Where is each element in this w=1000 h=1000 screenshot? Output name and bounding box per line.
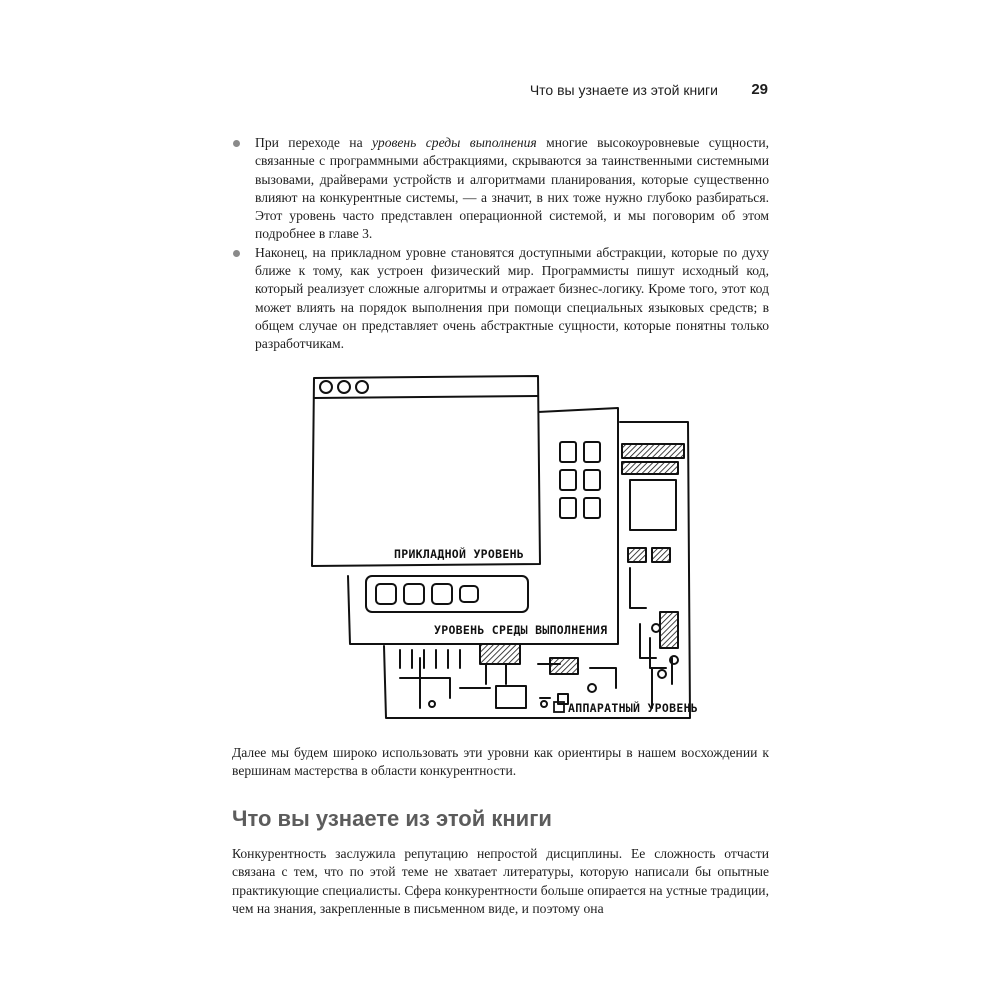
- layers-drawing: [300, 368, 700, 724]
- running-title: Что вы узнаете из этой книги: [529, 82, 718, 98]
- application-window: [312, 376, 540, 566]
- bullet-item-application: [232, 244, 769, 354]
- bullet-emphasis: уровень среды выполнения: [372, 135, 537, 150]
- section-title: Что вы узнаете из этой книги: [232, 806, 552, 831]
- layers-illustration: [300, 368, 700, 724]
- page-number: 29: [751, 81, 768, 98]
- bullet-dot-icon: [233, 250, 240, 257]
- label-application-layer: ПРИКЛАДНОЙ УРОВЕНЬ: [394, 547, 525, 561]
- label-hardware-layer: АППАРАТНЫЙ УРОВЕНЬ: [568, 701, 699, 715]
- label-runtime-layer: УРОВЕНЬ СРЕДЫ ВЫПОЛНЕНИЯ: [434, 623, 608, 637]
- paragraph-concurrency: Конкурентность заслужила репутацию непростой дисциплины. Ее сложность отчасти связана с тем, что по этой теме не хватает литературы, которую написали бы опытные практикующие специалисты. Сфера конкурентности больше опирается на устные традиции, чем на знания, закрепленные в письменном виде, и поэтому она: [232, 846, 769, 916]
- bullet-list: [232, 134, 769, 354]
- bullet-text: Наконец, на прикладном уровне становятся доступными абстракции, которые по духу ближе к тому, как устроен физический мир. Программисты пишут исходный код, который реализует сложные алгоритмы и отражает бизнес-логику. Кроме того, этот код может влиять на порядок выполнения при помощи специальных языковых средств; в общем случае он представляет очень абстрактные сущности, которые понятны только разработчикам.: [255, 244, 769, 352]
- bullet-text-before: При переходе на: [255, 135, 373, 150]
- bullet-text-after: многие высокоуровневые сущности, связанные с программными абстракциями, скрываются за таинственными системными вызовами, драйверами устройств и алгоритмами планирования, которые существенно влияют на конкурентные системы, — а значит, в них тоже нужно глубоко разбираться. Этот уровень часто представлен операционной системой, и мы поговорим об этом подробнее в главе 3.: [255, 135, 769, 242]
- paragraph-levels: Далее мы будем широко использовать эти уровни как ориентиры в нашем восхождении к вершинам мастерства в области конкурентности.: [232, 745, 769, 779]
- bullet-dot-icon: [233, 140, 240, 147]
- running-header: [520, 82, 768, 102]
- bullet-item-runtime: [232, 134, 769, 244]
